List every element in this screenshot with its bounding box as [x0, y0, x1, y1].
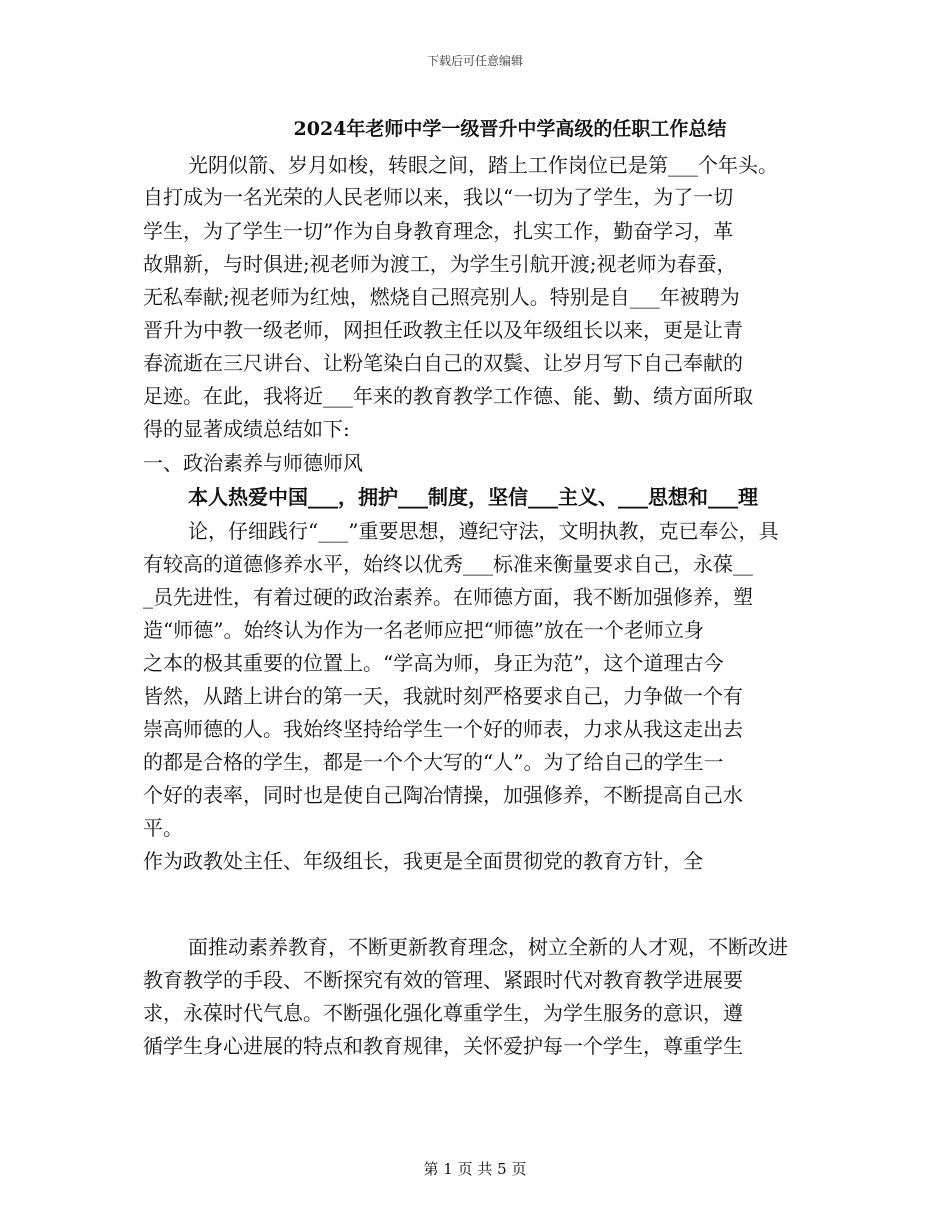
text-line: 面推动素养教育，不断更新教育理念，树立全新的人才观，不断改进 [188, 935, 788, 959]
text-line: _员先进性，有着过硬的政治素养。在师德方面，我不断加强修养，塑 [143, 585, 753, 609]
text-line: 晋升为中教一级老师，网担任政教主任以及年级组长以来，更是让青 [143, 318, 743, 342]
text-line: 学生，为了学生一切”作为自身教育理念，扎实工作，勤奋学习，革 [143, 219, 734, 243]
text-line: 得的显著成绩总结如下: [143, 417, 350, 441]
section-heading: 本人热爱中国___，拥护___制度，坚信___主义、___思想和___理 [188, 485, 758, 509]
text-line: 自打成为一名光荣的人民老师以来，我以“一切为了学生，为了一切 [143, 185, 734, 209]
text-line: 之本的极其重要的位置上。“学高为师，身正为范”，这个道理古今 [143, 651, 724, 675]
text-line: 个好的表率，同时也是使自己陶冶情操，加强修养，不断提高自己水 [143, 783, 743, 807]
text-line: 循学生身心进展的特点和教育规律，关怀爱护每一个学生，尊重学生 [143, 1034, 743, 1058]
text-line: 皆然，从踏上讲台的第一天，我就时刻严格要求自己，力争做一个有 [143, 684, 743, 708]
text-line: 一、政治素养与师德师风 [143, 451, 363, 475]
text-line: 光阴似箭、岁月如梭，转眼之间，踏上工作岗位已是第___个年头。 [188, 153, 778, 177]
text-line: 足迹。在此，我将近___年来的教育教学工作德、能、勤、绩方面所取 [143, 384, 753, 408]
text-line: 崇高师德的人。我始终坚持给学生一个好的师表，力求从我这走出去 [143, 717, 743, 741]
text-line: 平。 [143, 816, 183, 840]
text-line: 故鼎新，与时俱进;视老师为渡工，为学生引航开渡;视老师为春蚕， [143, 252, 737, 276]
page-number: 第 1 页 共 5 页 [423, 1160, 527, 1178]
text-line: 的都是合格的学生，都是一个个大写的“人”。为了给自己的学生一 [143, 750, 724, 774]
text-line: 造“师德”。始终认为作为一名老师应把“师德”放在一个老师立身 [143, 618, 704, 642]
text-line: 论，仔细践行“___”重要思想，遵纪守法，文明执教，克已奉公，具 [188, 519, 779, 543]
document-title: 2024年老师中学一级晋升中学高级的任职工作总结 [293, 118, 727, 140]
header-note: 下载后可任意编辑 [426, 54, 523, 68]
text-line: 无私奉献;视老师为红烛，燃烧自己照亮别人。特别是自___年被聘为 [143, 285, 740, 309]
text-line: 作为政教处主任、年级组长，我更是全面贯彻党的教育方针，全 [143, 849, 703, 873]
text-line: 有较高的道德修养水平，始终以优秀___标准来衡量要求自己，永葆__ [143, 552, 753, 576]
text-line: 求，永葆时代气息。不断强化强化尊重学生，为学生服务的意识，遵 [143, 1001, 743, 1025]
text-line: 春流逝在三尺讲台、让粉笔染白自己的双鬓、让岁月写下自己奉献的 [143, 351, 743, 375]
text-line: 教育教学的手段、不断探究有效的管理、紧跟时代对教育教学进展要 [143, 968, 743, 992]
